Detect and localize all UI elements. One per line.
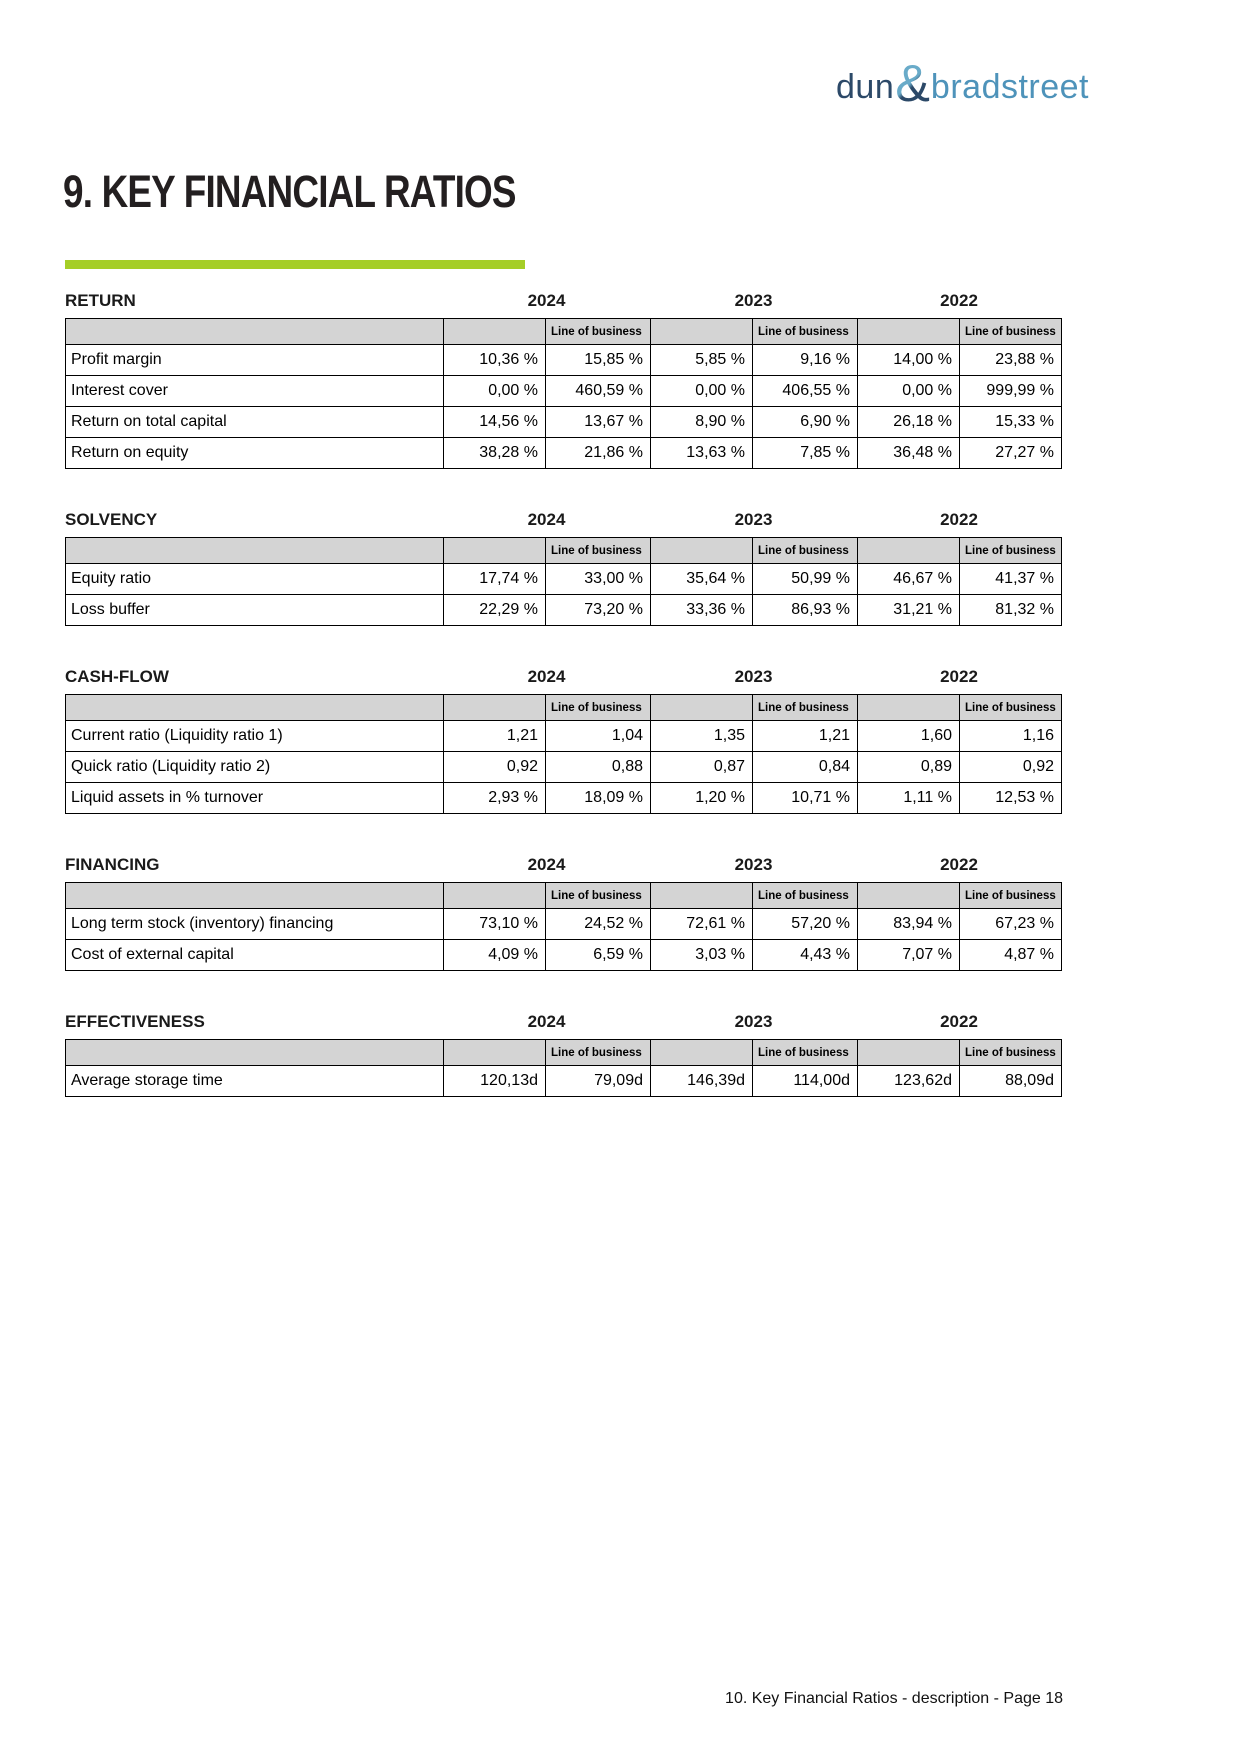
value-cell: 38,28 % — [444, 438, 546, 469]
year-labels — [65, 291, 1061, 318]
value-cell: 0,00 % — [858, 376, 960, 407]
table-subheader-row — [66, 538, 1062, 564]
value-cell: 6,59 % — [546, 940, 651, 971]
value-cell: 0,00 % — [651, 376, 753, 407]
page-title: 9. KEY FINANCIAL RATIOS — [63, 166, 516, 217]
table-row — [66, 376, 1062, 407]
value-cell: 0,89 — [858, 752, 960, 783]
value-cell: 15,85 % — [546, 345, 651, 376]
empty-header-cell — [858, 883, 960, 909]
year-label-2024: 2024 — [527, 1012, 566, 1031]
value-cell: 0,92 — [960, 752, 1062, 783]
value-cell: 0,88 — [546, 752, 651, 783]
value-cell: 33,36 % — [651, 595, 753, 626]
value-cell: 0,92 — [444, 752, 546, 783]
solvency-table — [65, 537, 1062, 626]
year-label-2024: 2024 — [527, 855, 566, 874]
table-row — [66, 940, 1062, 971]
value-cell: 9,16 % — [753, 345, 858, 376]
value-cell: 18,09 % — [546, 783, 651, 814]
value-cell: 4,43 % — [753, 940, 858, 971]
row-label: Average storage time — [66, 1066, 444, 1097]
year-labels — [65, 1012, 1061, 1039]
value-cell: 81,32 % — [960, 595, 1062, 626]
lob-header-cell: Line of business — [753, 1040, 858, 1066]
logo-text-bradstreet: bradstreet — [930, 67, 1090, 106]
value-cell: 8,90 % — [651, 407, 753, 438]
value-cell: 23,88 % — [960, 345, 1062, 376]
row-label: Loss buffer — [66, 595, 444, 626]
empty-header-cell — [66, 538, 444, 564]
value-cell: 86,93 % — [753, 595, 858, 626]
value-cell: 50,99 % — [753, 564, 858, 595]
section-cash-flow — [65, 667, 1061, 814]
value-cell: 31,21 % — [858, 595, 960, 626]
section-return — [65, 291, 1061, 469]
table-row — [66, 1066, 1062, 1097]
row-label: Interest cover — [66, 376, 444, 407]
value-cell: 5,85 % — [651, 345, 753, 376]
empty-header-cell — [444, 883, 546, 909]
lob-header-cell: Line of business — [753, 695, 858, 721]
row-label: Cost of external capital — [66, 940, 444, 971]
empty-header-cell — [66, 1040, 444, 1066]
logo-ampersand-icon: & — [895, 55, 930, 113]
table-row — [66, 345, 1062, 376]
table-subheader-row — [66, 695, 1062, 721]
financing-table — [65, 882, 1062, 971]
section-title: FINANCING — [65, 855, 160, 874]
empty-header-cell — [858, 1040, 960, 1066]
table-row — [66, 752, 1062, 783]
value-cell: 406,55 % — [753, 376, 858, 407]
value-cell: 1,16 — [960, 721, 1062, 752]
empty-header-cell — [858, 538, 960, 564]
value-cell: 4,87 % — [960, 940, 1062, 971]
cash-flow-table — [65, 694, 1062, 814]
value-cell: 146,39d — [651, 1066, 753, 1097]
value-cell: 1,35 — [651, 721, 753, 752]
empty-header-cell — [651, 538, 753, 564]
lob-header-cell: Line of business — [546, 1040, 651, 1066]
empty-header-cell — [66, 883, 444, 909]
table-row — [66, 595, 1062, 626]
section-cash-flow-head — [65, 667, 1061, 694]
empty-header-cell — [66, 695, 444, 721]
lob-header-cell: Line of business — [960, 538, 1062, 564]
section-return-head — [65, 291, 1061, 318]
row-label: Long term stock (inventory) financing — [66, 909, 444, 940]
year-label-2023: 2023 — [734, 291, 773, 310]
table-subheader-row — [66, 883, 1062, 909]
value-cell: 1,20 % — [651, 783, 753, 814]
value-cell: 83,94 % — [858, 909, 960, 940]
value-cell: 10,71 % — [753, 783, 858, 814]
year-label-2022: 2022 — [940, 291, 978, 310]
table-row — [66, 564, 1062, 595]
value-cell: 36,48 % — [858, 438, 960, 469]
value-cell: 1,21 — [444, 721, 546, 752]
row-label: Liquid assets in % turnover — [66, 783, 444, 814]
year-label-2022: 2022 — [940, 667, 978, 686]
lob-header-cell: Line of business — [753, 319, 858, 345]
year-label-2022: 2022 — [940, 855, 978, 874]
empty-header-cell — [651, 1040, 753, 1066]
value-cell: 0,00 % — [444, 376, 546, 407]
row-label: Return on equity — [66, 438, 444, 469]
lob-header-cell: Line of business — [546, 883, 651, 909]
effectiveness-table — [65, 1039, 1062, 1097]
ratios-content — [65, 291, 1061, 1138]
lob-header-cell: Line of business — [960, 695, 1062, 721]
value-cell: 1,21 — [753, 721, 858, 752]
year-label-2023: 2023 — [734, 855, 773, 874]
value-cell: 27,27 % — [960, 438, 1062, 469]
year-labels — [65, 510, 1061, 537]
empty-header-cell — [651, 883, 753, 909]
value-cell: 73,10 % — [444, 909, 546, 940]
value-cell: 17,74 % — [444, 564, 546, 595]
value-cell: 7,85 % — [753, 438, 858, 469]
value-cell: 7,07 % — [858, 940, 960, 971]
section-solvency-head — [65, 510, 1061, 537]
year-label-2024: 2024 — [527, 667, 566, 686]
row-label: Equity ratio — [66, 564, 444, 595]
value-cell: 1,60 — [858, 721, 960, 752]
row-label: Profit margin — [66, 345, 444, 376]
lob-header-cell: Line of business — [960, 319, 1062, 345]
empty-header-cell — [66, 319, 444, 345]
empty-header-cell — [858, 695, 960, 721]
empty-header-cell — [444, 1040, 546, 1066]
year-label-2022: 2022 — [940, 1012, 978, 1031]
empty-header-cell — [444, 319, 546, 345]
value-cell: 24,52 % — [546, 909, 651, 940]
table-subheader-row — [66, 1040, 1062, 1066]
value-cell: 72,61 % — [651, 909, 753, 940]
value-cell: 13,63 % — [651, 438, 753, 469]
value-cell: 114,00d — [753, 1066, 858, 1097]
section-title: RETURN — [65, 291, 136, 310]
year-label-2023: 2023 — [734, 1012, 773, 1031]
value-cell: 35,64 % — [651, 564, 753, 595]
section-title: EFFECTIVENESS — [65, 1012, 205, 1031]
section-financing-head — [65, 855, 1061, 882]
value-cell: 14,56 % — [444, 407, 546, 438]
value-cell: 26,18 % — [858, 407, 960, 438]
empty-header-cell — [444, 695, 546, 721]
value-cell: 1,11 % — [858, 783, 960, 814]
value-cell: 10,36 % — [444, 345, 546, 376]
section-solvency — [65, 510, 1061, 626]
empty-header-cell — [858, 319, 960, 345]
section-effectiveness — [65, 1012, 1061, 1097]
table-row — [66, 909, 1062, 940]
value-cell: 88,09d — [960, 1066, 1062, 1097]
value-cell: 41,37 % — [960, 564, 1062, 595]
lob-header-cell: Line of business — [960, 1040, 1062, 1066]
value-cell: 73,20 % — [546, 595, 651, 626]
table-row — [66, 438, 1062, 469]
value-cell: 120,13d — [444, 1066, 546, 1097]
value-cell: 79,09d — [546, 1066, 651, 1097]
lob-header-cell: Line of business — [960, 883, 1062, 909]
year-label-2024: 2024 — [527, 510, 566, 529]
section-effectiveness-head — [65, 1012, 1061, 1039]
empty-header-cell — [651, 695, 753, 721]
value-cell: 4,09 % — [444, 940, 546, 971]
title-accent-bar — [65, 260, 525, 269]
value-cell: 12,53 % — [960, 783, 1062, 814]
logo-text-dun: dun — [836, 67, 895, 106]
lob-header-cell: Line of business — [546, 538, 651, 564]
page-footer: 10. Key Financial Ratios - description - Page 18 — [725, 1690, 1063, 1707]
lob-header-cell: Line of business — [753, 883, 858, 909]
value-cell: 14,00 % — [858, 345, 960, 376]
year-label-2022: 2022 — [940, 510, 978, 529]
table-row — [66, 407, 1062, 438]
empty-header-cell — [651, 319, 753, 345]
section-title: SOLVENCY — [65, 510, 158, 529]
value-cell: 33,00 % — [546, 564, 651, 595]
value-cell: 3,03 % — [651, 940, 753, 971]
year-label-2024: 2024 — [527, 291, 566, 310]
table-row — [66, 783, 1062, 814]
value-cell: 123,62d — [858, 1066, 960, 1097]
year-label-2023: 2023 — [734, 667, 773, 686]
value-cell: 999,99 % — [960, 376, 1062, 407]
value-cell: 13,67 % — [546, 407, 651, 438]
table-row — [66, 721, 1062, 752]
lob-header-cell: Line of business — [753, 538, 858, 564]
value-cell: 6,90 % — [753, 407, 858, 438]
value-cell: 2,93 % — [444, 783, 546, 814]
section-title: CASH-FLOW — [65, 667, 169, 686]
lob-header-cell: Line of business — [546, 695, 651, 721]
value-cell: 460,59 % — [546, 376, 651, 407]
year-label-2023: 2023 — [734, 510, 773, 529]
section-financing — [65, 855, 1061, 971]
value-cell: 67,23 % — [960, 909, 1062, 940]
value-cell: 57,20 % — [753, 909, 858, 940]
value-cell: 46,67 % — [858, 564, 960, 595]
year-labels — [65, 855, 1061, 882]
value-cell: 15,33 % — [960, 407, 1062, 438]
value-cell: 1,04 — [546, 721, 651, 752]
value-cell: 0,87 — [651, 752, 753, 783]
row-label: Current ratio (Liquidity ratio 1) — [66, 721, 444, 752]
empty-header-cell — [444, 538, 546, 564]
value-cell: 22,29 % — [444, 595, 546, 626]
lob-header-cell: Line of business — [546, 319, 651, 345]
value-cell: 21,86 % — [546, 438, 651, 469]
table-subheader-row — [66, 319, 1062, 345]
dun-bradstreet-logo — [836, 55, 1090, 113]
row-label: Quick ratio (Liquidity ratio 2) — [66, 752, 444, 783]
year-labels — [65, 667, 1061, 694]
value-cell: 0,84 — [753, 752, 858, 783]
return-table — [65, 318, 1062, 469]
row-label: Return on total capital — [66, 407, 444, 438]
